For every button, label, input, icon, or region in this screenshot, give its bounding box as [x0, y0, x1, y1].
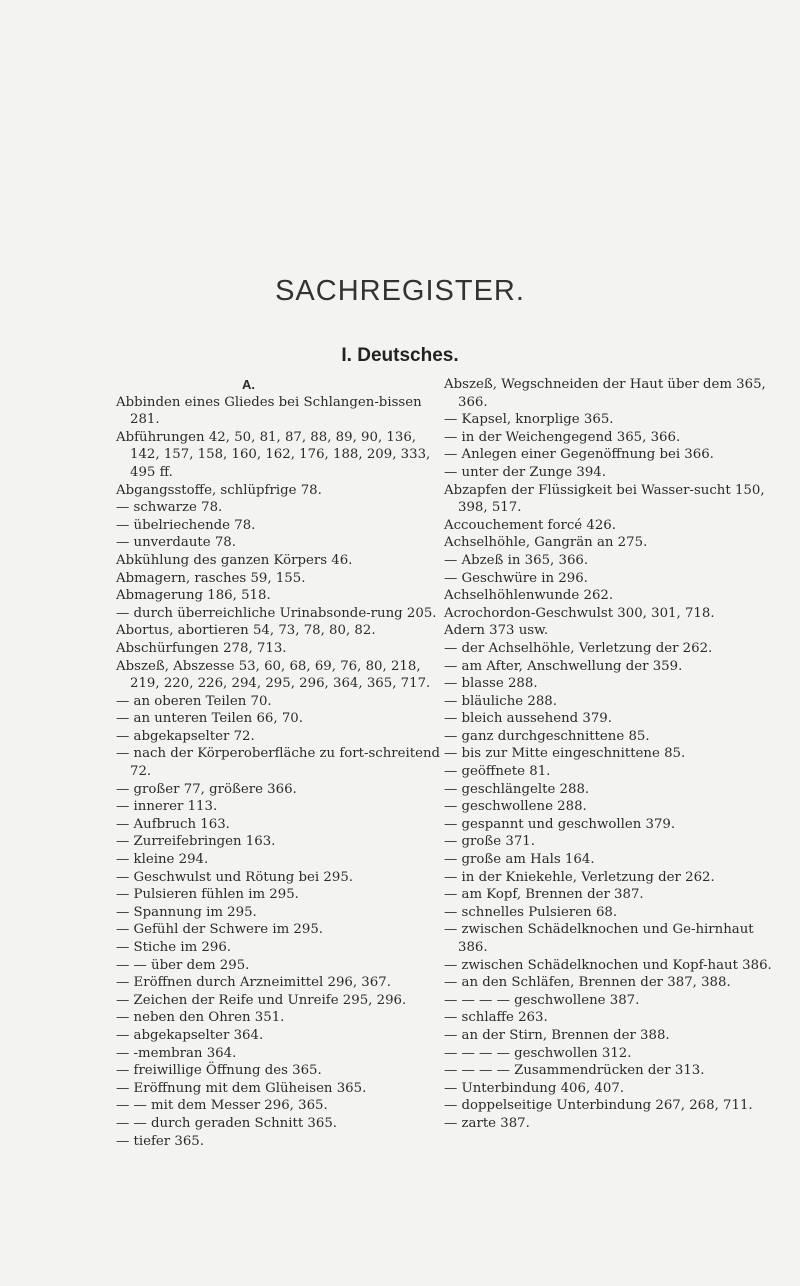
index-entry: Acrochordon-Geschwulst 300, 301, 718.: [444, 605, 715, 621]
index-entry: — -membran 364.: [116, 1045, 237, 1061]
index-entry: — übelriechende 78.: [116, 517, 256, 533]
left-column: [116, 376, 441, 1150]
index-entry: — freiwillige Öffnung des 365.: [116, 1063, 322, 1079]
index-entry: — Geschwulst und Rötung bei 295.: [116, 869, 354, 885]
index-entry: — zwischen Schädelknochen und Kopf-haut 386.: [444, 957, 772, 973]
index-entry: — — — — geschwollene 387.: [444, 992, 640, 1008]
index-entry: — gespannt und geschwollen 379.: [444, 816, 676, 832]
index-entry: — — durch geraden Schnitt 365.: [116, 1115, 338, 1131]
index-entry: — doppelseitige Unterbindung 267, 268, 711.: [444, 1098, 753, 1114]
index-entry: — Unterbindung 406, 407.: [444, 1080, 625, 1096]
index-entry: — am Kopf, Brennen der 387.: [444, 887, 644, 903]
index-entry: — an oberen Teilen 70.: [116, 693, 272, 709]
index-entry: — zwischen Schädelknochen und Ge-hirnhaut 386.: [444, 922, 754, 955]
index-entry: — unter der Zunge 394.: [444, 464, 606, 480]
index-entry: — Spannung im 295.: [116, 904, 257, 920]
index-entry: Abzapfen der Flüssigkeit bei Wasser-sucht 150, 398, 517.: [444, 482, 765, 516]
index-entry: — Zurreifebringen 163.: [116, 834, 276, 850]
index-entry: — Stiche im 296.: [116, 940, 232, 955]
index-entry: Adern 373 usw.: [444, 623, 549, 639]
index-entry: — an der Stirn, Brennen der 388.: [444, 1027, 670, 1043]
right-column: [444, 376, 784, 1133]
index-entry: Abgangsstoffe, schlüpfrige 78.: [116, 482, 322, 498]
index-entry: Abführungen 42, 50, 81, 87, 88, 89, 90, 136, 142, 157, 158, 160, 162, 176, 188, 209, 333, 495 ff.: [116, 429, 431, 480]
index-entry: — in der Weichengegend 365, 366.: [444, 429, 681, 445]
index-entry: Abbinden eines Gliedes bei Schlangen-bissen 281.: [116, 394, 422, 428]
section-heading: I. Deutsches.: [341, 345, 459, 366]
index-entry: — — — — Zusammendrücken der 313.: [444, 1063, 705, 1079]
index-entry: — kleine 294.: [116, 852, 209, 868]
index-entry: — Eröffnen durch Arzneimittel 296, 367.: [116, 975, 391, 991]
index-entry: — bläuliche 288.: [444, 693, 557, 709]
index-entry: — — über dem 295.: [116, 957, 250, 973]
index-entry: — abgekapselter 72.: [116, 728, 255, 744]
index-entry: Abszeß, Abszesse 53, 60, 68, 69, 76, 80, 218, 219, 220, 226, 294, 295, 296, 364, 365, 717.: [116, 658, 431, 692]
letter-heading: A.: [242, 377, 255, 392]
index-entry: — der Achselhöhle, Verletzung der 262.: [444, 640, 713, 656]
index-entry: — schlaffe 263.: [444, 1010, 548, 1026]
index-entry: — an unteren Teilen 66, 70.: [116, 711, 303, 727]
index-entry: — große 371.: [444, 834, 535, 850]
index-entry: — ganz durchgeschnittene 85.: [444, 728, 650, 744]
index-entry: — am After, Anschwellung der 359.: [444, 658, 683, 674]
index-entry: — geöffnete 81.: [444, 764, 551, 780]
index-entry: — abgekapselter 364.: [116, 1027, 264, 1043]
index-entry: — neben den Ohren 351.: [116, 1010, 285, 1026]
index-entry: Abmagerung 186, 518.: [116, 588, 271, 604]
index-entry: — Anlegen einer Gegenöffnung bei 366.: [444, 447, 714, 463]
index-entry: — Gefühl der Schwere im 295.: [116, 922, 324, 938]
index-entry: Abkühlung des ganzen Körpers 46.: [116, 552, 353, 568]
index-entry: — — mit dem Messer 296, 365.: [116, 1098, 328, 1114]
page-title: SACHREGISTER.: [275, 275, 525, 307]
index-entry: — blasse 288.: [444, 676, 538, 692]
index-entry: Abortus, abortieren 54, 73, 78, 80, 82.: [116, 623, 376, 639]
index-entry: — in der Kniekehle, Verletzung der 262.: [444, 869, 715, 885]
index-entry: — Geschwüre in 296.: [444, 570, 588, 586]
index-entry: — Zeichen der Reife und Unreife 295, 296.: [116, 992, 407, 1008]
index-entry: — durch überreichliche Urinabsonde-rung 205.: [116, 605, 437, 621]
index-entry: — Aufbruch 163.: [116, 816, 230, 832]
index-entry: Achselhöhle, Gangrän an 275.: [444, 535, 648, 551]
index-entry: Abszeß, Wegschneiden der Haut über dem 365, 366.: [444, 377, 766, 410]
index-entry: — geschwollene 288.: [444, 799, 587, 815]
index-entry: — tiefer 365.: [116, 1133, 204, 1149]
index-entry: — unverdaute 78.: [116, 535, 236, 551]
index-entry: — Eröffnung mit dem Glüheisen 365.: [116, 1080, 367, 1096]
index-entry: — schwarze 78.: [116, 500, 223, 516]
index-entry: — — — — geschwollen 312.: [444, 1045, 632, 1061]
index-entry: — innerer 113.: [116, 799, 218, 815]
index-entry: — Abzeß in 365, 366.: [444, 552, 589, 568]
index-entry: — bis zur Mitte eingeschnittene 85.: [444, 746, 686, 762]
index-entry: — große am Hals 164.: [444, 852, 595, 868]
index-entry: — bleich aussehend 379.: [444, 711, 612, 727]
index-entry: — geschlängelte 288.: [444, 781, 590, 797]
index-entry: — Pulsieren fühlen im 295.: [116, 887, 299, 903]
index-entry: — nach der Körperoberfläche zu fort-schreitend 72.: [116, 746, 441, 780]
index-entry: — großer 77, größere 366.: [116, 781, 297, 797]
index-entry: — an den Schläfen, Brennen der 387, 388.: [444, 975, 731, 991]
index-entry: — schnelles Pulsieren 68.: [444, 904, 618, 920]
index-entry: — zarte 387.: [444, 1115, 530, 1131]
index-entry: Abschürfungen 278, 713.: [116, 640, 287, 656]
index-entry: — Kapsel, knorplige 365.: [444, 412, 614, 428]
index-entry: Achselhöhlenwunde 262.: [444, 588, 614, 604]
index-entry: Accouchement forcé 426.: [444, 517, 616, 533]
index-entry: Abmagern, rasches 59, 155.: [116, 570, 306, 586]
